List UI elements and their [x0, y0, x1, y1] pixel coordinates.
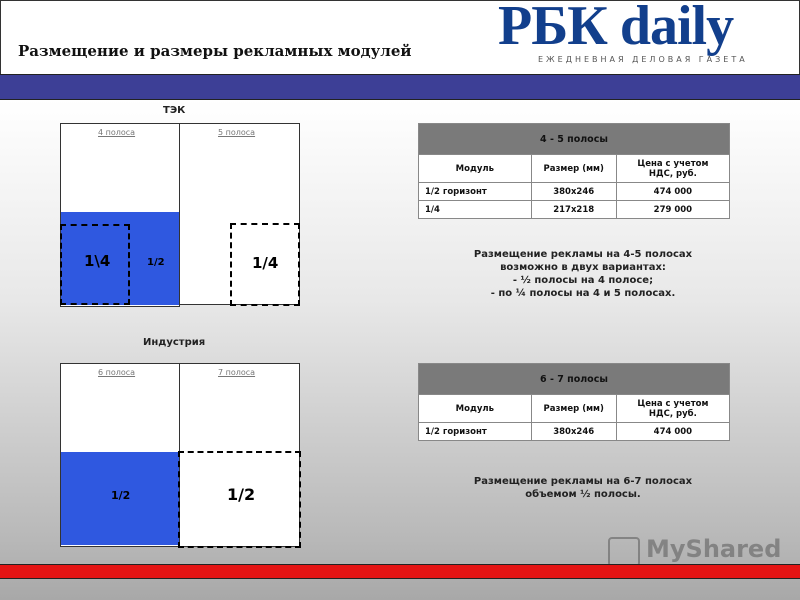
logo-subtitle: ЕЖЕДНЕВНАЯ ДЕЛОВАЯ ГАЗЕТА	[538, 55, 748, 64]
rbk-daily-logo	[490, 0, 800, 74]
price-table-6-7	[418, 363, 730, 441]
cell-price: 279 000	[616, 201, 729, 219]
column-header-module: Модуль	[419, 155, 532, 183]
cell-price: 474 000	[616, 183, 729, 201]
column-header-size: Размер (мм)	[531, 395, 616, 423]
column-header-price: Цена с учетом НДС, руб.	[616, 395, 729, 423]
page-6-label: 6 полоса	[98, 368, 136, 377]
cell-module: 1/2 горизонт	[419, 183, 532, 201]
cell-module: 1/4	[419, 201, 532, 219]
cell-module: 1/2 горизонт	[419, 423, 532, 441]
column-header-size: Размер (мм)	[531, 155, 616, 183]
table-title: 4 - 5 полосы	[419, 124, 730, 155]
section-label-industry: Индустрия	[143, 337, 206, 348]
quarter-module-label-page-4: 1\4	[84, 252, 111, 270]
quarter-module-label-page-5: 1/4	[252, 254, 279, 272]
page-4-label: 4 полоса	[98, 128, 136, 137]
half-module-label-page-4: 1/2	[147, 257, 165, 268]
table-row	[419, 183, 730, 201]
placement-note-4-5	[418, 248, 748, 300]
logo-text: РБК daily	[498, 0, 734, 57]
note-line: возможно в двух вариантах:	[500, 262, 666, 273]
half-module-label-page-6: 1/2	[111, 489, 131, 502]
table-row	[419, 423, 730, 441]
half-module-label-page-7: 1/2	[227, 485, 256, 504]
cell-size: 380х246	[531, 183, 616, 201]
price-table-4-5	[418, 123, 730, 219]
note-line: объемом ½ полосы.	[525, 489, 641, 500]
cell-price: 474 000	[616, 423, 729, 441]
placement-note-6-7	[418, 475, 748, 501]
cell-size: 217х218	[531, 201, 616, 219]
note-line: Размещение рекламы на 6-7 полосах	[473, 476, 693, 487]
page-5-label: 5 полоса	[218, 128, 256, 137]
section-label-tek: ТЭК	[163, 105, 186, 116]
table-row	[419, 201, 730, 219]
page-7-label: 7 полоса	[218, 368, 256, 377]
column-header-module: Модуль	[419, 395, 532, 423]
note-line: Размещение рекламы на 4-5 полосах	[473, 249, 693, 260]
table-title: 6 - 7 полосы	[419, 364, 730, 395]
watermark	[608, 535, 781, 563]
red-band-divider	[0, 564, 800, 579]
cell-size: 380х246	[531, 423, 616, 441]
header	[0, 0, 800, 75]
column-header-price: Цена с учетом НДС, руб.	[616, 155, 729, 183]
page-title: Размещение и размеры рекламных модулей	[18, 42, 412, 60]
watermark-text: MyShared	[646, 535, 782, 563]
note-line: - ½ полосы на 4 полосе;	[512, 275, 654, 286]
note-line: - по ¼ полосы на 4 и 5 полосах.	[490, 288, 676, 299]
presentation-icon	[608, 537, 640, 567]
blue-band-divider	[0, 74, 800, 100]
